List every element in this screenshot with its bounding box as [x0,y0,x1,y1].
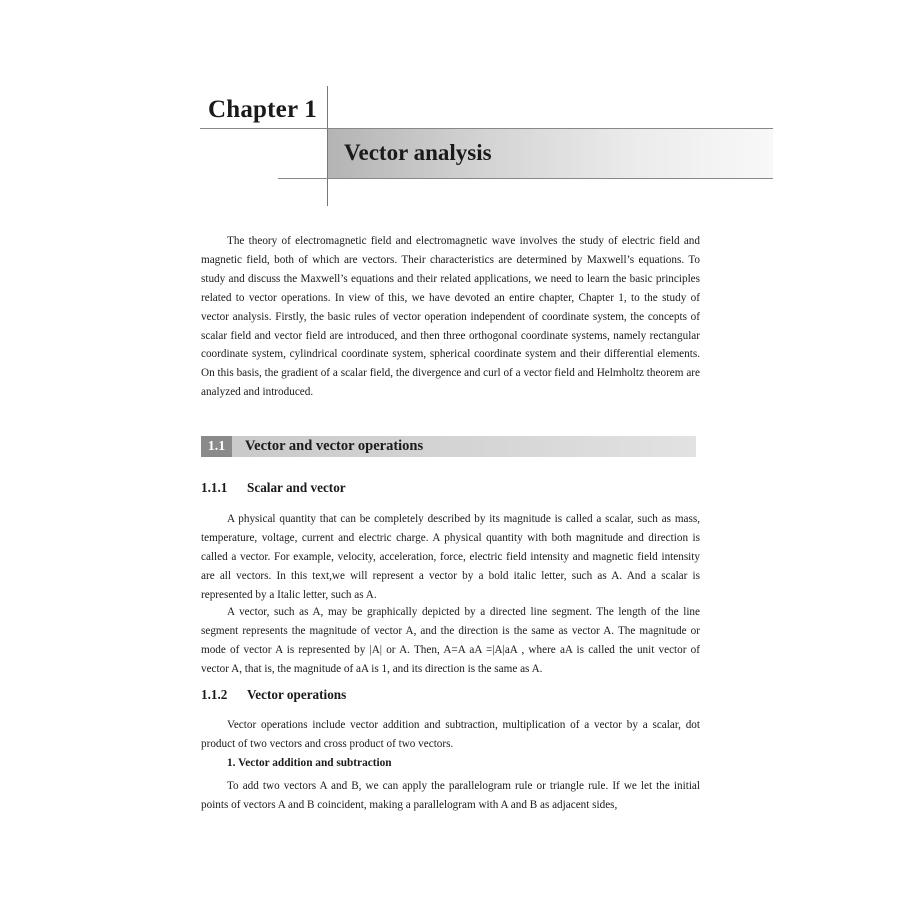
scalar-vector-paragraph-1: A physical quantity that can be completely described by its magnitude is called a scalar, such as mass, temperature, voltage, current and electric charge. A physical quantity with both magnitude and direction is called a vector. For example, velocity, acceleration, force, electric field intensity and magnetic field intensity are all vectors. In this text,we will represent a vector by a bold italic letter, such as A. And a scalar is represented by a Italic letter, such as A. [201,513,700,601]
vector-operations-paragraph: Vector operations include vector addition and subtraction, multiplication of a vector by a scalar, dot product of two vectors and cross product of two vectors. [201,719,700,750]
chapter-title: Vector analysis [344,140,492,165]
subsection-number: 1.1.1 [201,480,228,495]
addition-paragraph: To add two vectors A and B, we can apply the parallelogram rule or triangle rule. If we let the initial points of vectors A and B coincident, making a parallelogram with A and B as adjacent sides, [201,780,700,811]
chapter-label: Chapter 1 [208,96,317,123]
scalar-vector-paragraph-2: A vector, such as A, may be graphically depicted by a directed line segment. The length of the line segment represents the magnitude of vector A, and the direction is the same as vector A. The magnitude or mode of vector A is represented by |A| or A. Then, A=A aA =|A|aA , where aA is called the unit vector of vector A, that is, the magnitude of aA is 1, and its direction is the same as A. [201,606,700,675]
heading-bottom-rule [278,178,773,179]
item-heading-addition-subtraction: 1. Vector addition and subtraction [227,757,392,769]
subsection-number: 1.1.2 [201,687,228,702]
intro-paragraph: The theory of electromagnetic field and electromagnetic wave involves the study of electric field and magnetic field, both of which are vectors. Their characteristics are determined by Maxwell’s equations. To study and discuss the Maxwell’s equations and their related applications, we need to learn the basic principles related to vector operations. In view of this, we have devoted an entire chapter, Chapter 1, to the study of vector analysis. Firstly, the basic rules of vector operation independent of coordinate system, the concepts of scalar field and vector field are introduced, and then three orthogonal coordinate systems, namely rectangular coordinate system, cylindrical coordinate system, spherical coordinate system and their differential elements. On this basis, the gradient of a scalar field, the divergence and curl of a vector field and Helmholtz theorem are analyzed and introduced. [201,235,700,399]
subsection-heading-scalar-vector [201,480,346,496]
subsection-heading-vector-operations [201,687,346,703]
section-number: 1.1 [201,436,232,457]
subsection-title: Vector operations [247,687,347,702]
subsection-title: Scalar and vector [247,480,346,495]
section-title: Vector and vector operations [245,438,424,454]
